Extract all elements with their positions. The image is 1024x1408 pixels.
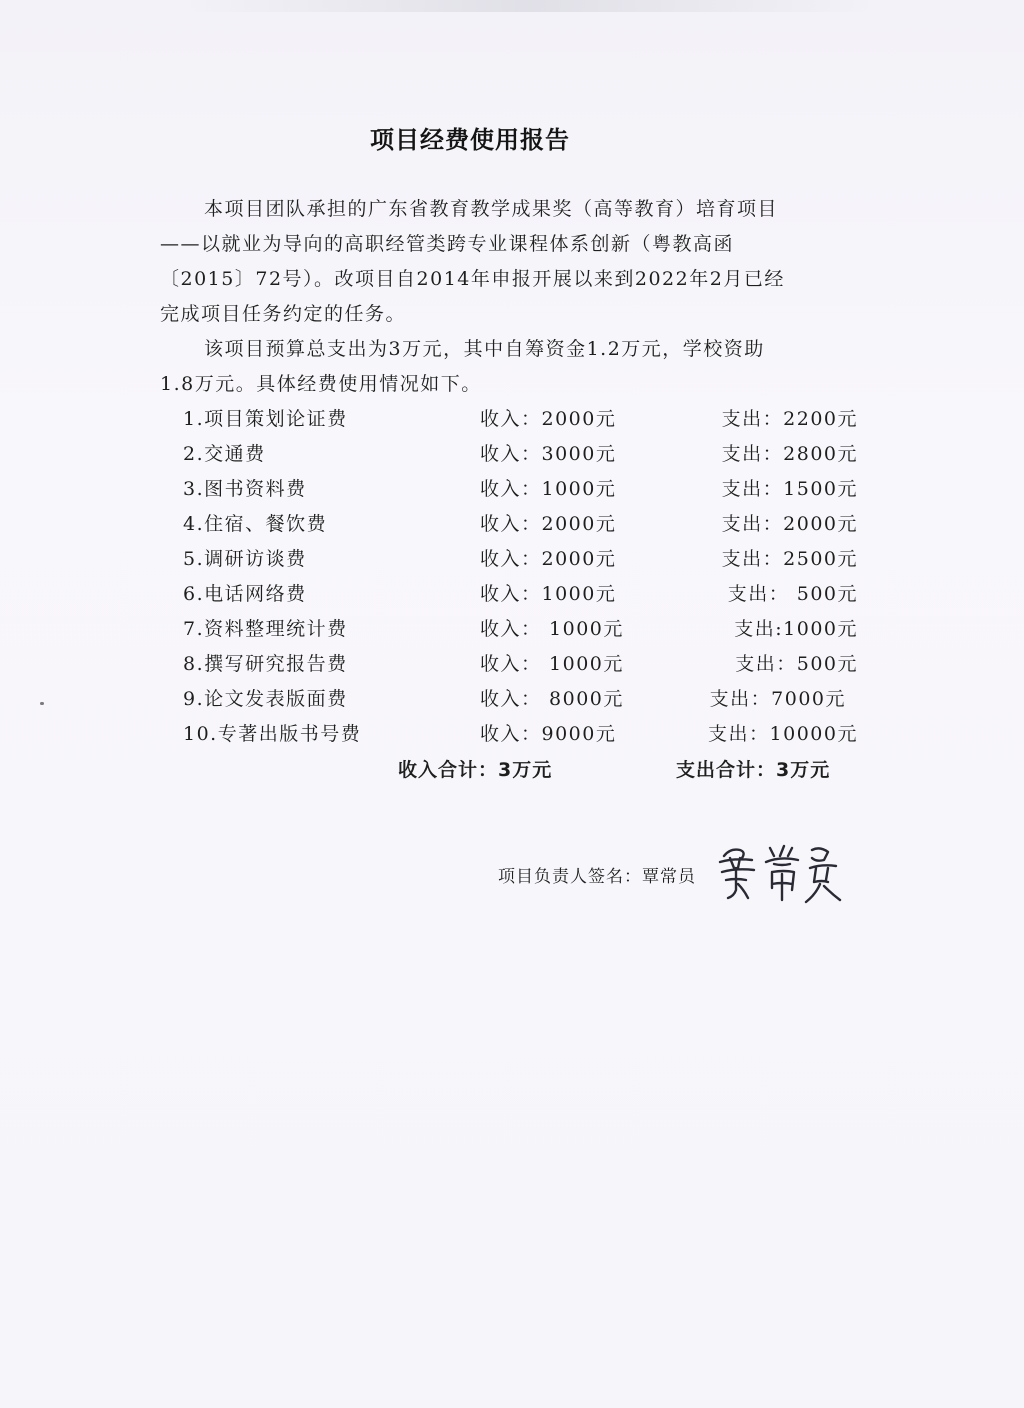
paragraph-line: 1.8万元。具体经费使用情况如下。 — [160, 373, 482, 395]
paragraph-intro — [160, 192, 860, 332]
item-income: 收入：2000元 — [480, 548, 617, 570]
item-expense: 支出：7000元 — [709, 688, 846, 710]
item-name: 9.论文发表版面费 — [183, 688, 348, 710]
item-name: 1.项目策划论证费 — [183, 408, 348, 430]
item-expense: 支出：500元 — [735, 653, 858, 675]
signature-label: 项目负责人签名： — [498, 867, 642, 887]
paragraph-budget — [160, 332, 860, 402]
item-name: 5.调研访谈费 — [183, 548, 307, 570]
item-income: 收入：2000元 — [480, 408, 617, 430]
item-income: 收入：9000元 — [480, 723, 617, 745]
item-name: 3.图书资料费 — [183, 478, 307, 500]
item-expense: 支出：2000元 — [721, 513, 858, 535]
signature-printed-name: 覃常员 — [642, 867, 696, 887]
item-income: 收入： 8000元 — [480, 688, 624, 710]
item-expense: 支出：2500元 — [721, 548, 858, 570]
item-income: 收入： 1000元 — [480, 618, 624, 640]
item-name: 7.资料整理统计费 — [183, 618, 348, 640]
item-name: 2.交通费 — [183, 443, 266, 465]
scan-smudge — [180, 0, 880, 12]
item-expense: 支出： 500元 — [727, 583, 858, 605]
item-expense: 支出：1500元 — [721, 478, 858, 500]
item-income: 收入： 1000元 — [480, 653, 624, 675]
paragraph-line: ——以就业为导向的高职经管类跨专业课程体系创新（粤教高函 — [160, 233, 735, 255]
handwritten-signature — [716, 838, 846, 908]
item-expense: 支出：2800元 — [721, 443, 858, 465]
page-title: 项目经费使用报告 — [370, 126, 570, 154]
paragraph-line: 本项目团队承担的广东省教育教学成果奖（高等教育）培育项目 — [204, 198, 779, 220]
item-income: 收入：1000元 — [480, 583, 617, 605]
item-name: 8.撰写研究报告费 — [183, 653, 348, 675]
item-income: 收入：1000元 — [480, 478, 617, 500]
item-name: 4.住宿、餐饮费 — [183, 513, 328, 535]
signature-line — [498, 862, 696, 887]
item-income: 收入：3000元 — [480, 443, 617, 465]
paragraph-line: 完成项目任务约定的任务。 — [160, 303, 407, 325]
income-total: 收入合计：3万元 — [398, 759, 553, 781]
paragraph-line: 〔2015〕72号）。改项目自2014年申报开展以来到2022年2月已经 — [160, 268, 785, 290]
scan-speck — [40, 702, 44, 705]
paragraph-line: 该项目预算总支出为3万元，其中自筹资金1.2万元，学校资助 — [204, 338, 765, 360]
item-income: 收入：2000元 — [480, 513, 617, 535]
item-expense: 支出：2200元 — [721, 408, 858, 430]
item-expense: 支出：10000元 — [708, 723, 858, 745]
expense-total: 支出合计：3万元 — [676, 759, 831, 781]
item-name: 6.电话网络费 — [183, 583, 307, 605]
item-expense: 支出:1000元 — [734, 618, 858, 640]
item-name: 10.专著出版书号费 — [183, 723, 362, 745]
